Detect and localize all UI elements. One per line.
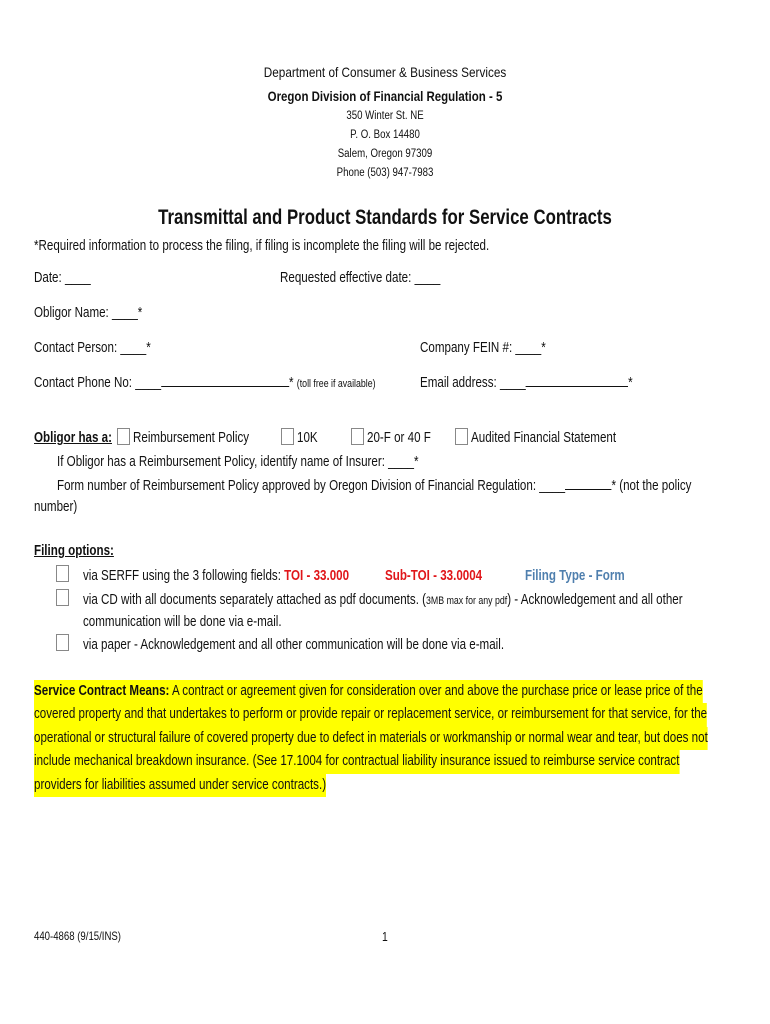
obligor-name-field[interactable]: Obligor Name: ____* xyxy=(34,305,143,321)
filing-options-label: Filing options: xyxy=(34,543,114,559)
email-underline xyxy=(526,374,628,387)
definition-label: Service Contract Means: xyxy=(34,683,170,699)
reimbursement-policy-checkbox[interactable] xyxy=(117,428,130,445)
phone-line: Phone (503) 947-7983 xyxy=(336,167,434,179)
insurer-name-field[interactable]: If Obligor has a Reimbursement Policy, identify name of Insurer: ____* xyxy=(57,454,419,470)
form-number-field[interactable] xyxy=(57,477,691,494)
serff-checkbox[interactable] xyxy=(56,565,69,582)
paper-checkbox[interactable] xyxy=(56,634,69,651)
division-name: Oregon Division of Financial Regulation - 5 xyxy=(267,88,503,104)
address-line-2: P. O. Box 14480 xyxy=(350,129,420,141)
contact-person-field[interactable]: Contact Person: ____* xyxy=(34,340,151,356)
audited-financial-label: Audited Financial Statement xyxy=(471,430,617,446)
cd-option xyxy=(83,592,683,608)
contact-phone-underline xyxy=(161,374,289,387)
20f-40f-label: 20-F or 40 F xyxy=(367,430,431,446)
sub-toi-code: Sub-TOI - 33.0004 xyxy=(385,568,483,584)
filing-type: Filing Type - Form xyxy=(525,568,625,584)
paper-option: via paper - Acknowledgement and all other communication will be done via e-mail. xyxy=(83,637,505,653)
audited-financial-checkbox[interactable] xyxy=(455,428,468,445)
contact-phone-field[interactable] xyxy=(34,374,376,391)
email-field[interactable] xyxy=(420,374,633,391)
department-name: Department of Consumer & Business Services xyxy=(263,64,507,80)
email-label: Email address: ____ xyxy=(420,375,526,391)
reimbursement-policy-label: Reimbursement Policy xyxy=(133,430,250,446)
form-number-label: Form number of Reimbursement Policy approved by Oregon Division of Financial Regulation: ____ xyxy=(57,478,566,494)
cd-checkbox[interactable] xyxy=(56,589,69,606)
address-line-3: Salem, Oregon 97309 xyxy=(337,148,433,160)
email-required: * xyxy=(628,375,633,391)
required-note: *Required information to process the filing, if filing is incomplete the filing will be rejected. xyxy=(34,238,490,254)
page-title: Transmittal and Product Standards for Service Contracts xyxy=(158,206,612,229)
company-fein-field[interactable]: Company FEIN #: ____* xyxy=(420,340,546,356)
10k-label: 10K xyxy=(297,430,318,446)
10k-checkbox[interactable] xyxy=(281,428,294,445)
contact-phone-required: * xyxy=(289,375,294,391)
obligor-has-label: Obligor has a: xyxy=(34,430,112,446)
cd-text-b: ) - Acknowledgement and all other xyxy=(507,592,683,608)
cd-size-note: 3MB max for any pdf xyxy=(426,595,508,607)
cd-text-a: via CD with all documents separately attached as pdf documents. ( xyxy=(83,592,427,608)
definition-line-1: A contract or agreement given for consideration over and above the purchase price or lease price of the xyxy=(169,683,703,699)
service-contract-definition xyxy=(34,680,714,797)
cd-option-continued: communication will be done via e-mail. xyxy=(83,614,282,630)
address-line-1: 350 Winter St. NE xyxy=(346,110,424,122)
serff-text: via SERFF using the 3 following fields: xyxy=(83,568,281,584)
serff-option xyxy=(83,568,349,584)
form-number-underline xyxy=(565,477,611,490)
form-code: 440-4868 (9/15/INS) xyxy=(34,929,121,943)
20f-40f-checkbox[interactable] xyxy=(351,428,364,445)
definition-line-5: providers for liabilities assumed under service contracts.) xyxy=(34,774,326,797)
form-number-suffix: * (not the policy xyxy=(611,478,692,494)
definition-line-2: covered property and that undertakes to perform or provide repair or replacement service, or reimbursement for that service, for the xyxy=(34,703,707,726)
toll-free-note: (toll free if available) xyxy=(296,378,376,390)
toi-code: TOI - 33.000 xyxy=(284,568,350,584)
definition-line-4: include mechanical breakdown insurance. (See 17.1004 for contractual liability insurance issued to reimburse service contract xyxy=(34,750,679,773)
definition-line-3: operational or structural failure of covered property due to defect in materials or workmanship or normal wear and tear, but does not xyxy=(34,727,708,750)
effective-date-field[interactable]: Requested effective date: ____ xyxy=(280,270,441,286)
form-number-continued: number) xyxy=(34,499,78,515)
page-number: 1 xyxy=(382,929,388,944)
date-field[interactable]: Date: ____ xyxy=(34,270,91,286)
contact-phone-label: Contact Phone No: ____ xyxy=(34,375,162,391)
